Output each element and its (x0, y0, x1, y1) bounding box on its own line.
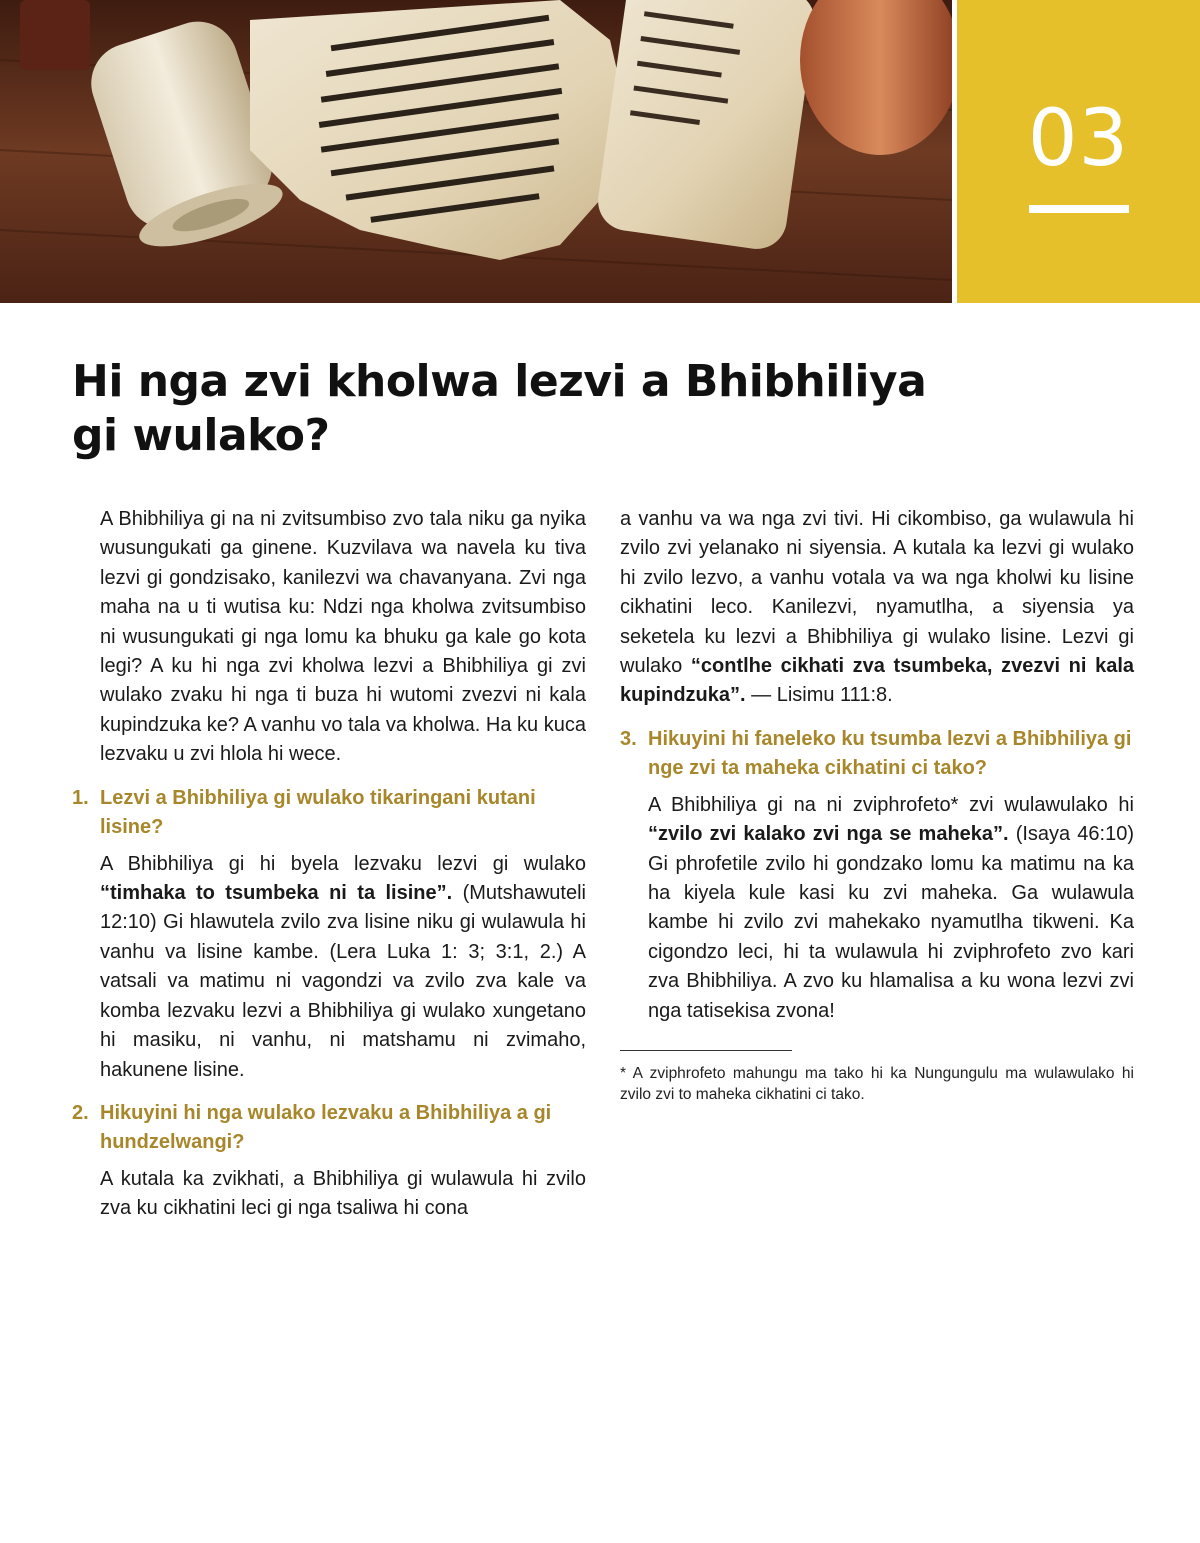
answer-quote: “zvilo zvi kalako zvi nga se maheka”. (648, 823, 1009, 846)
answer-text: A Bhibhiliya gi hi byela lezvaku lezvi gi wulako (100, 852, 586, 875)
page-title: Hi nga zvi kholwa lezvi a Bhibhiliya gi wulako? (72, 356, 927, 461)
answer-3 (620, 791, 1134, 1026)
right-column (620, 505, 1134, 1105)
answer-quote: “contlhe cikhati zva tsumbeka, zvezvi ni kala kupindzuka”. (620, 655, 1135, 707)
answer-text: (Mutshawuteli 12:10) Gi hlawutela zvilo zva lisine niku gi wulawula hi vanhu va lisine kambe. (Lera Luka 1: 3; 3:1, 2.) A vatsali va matimu ni vagondzi va zvilo zva kale va komba lezvaku lezvi a Bhibhiliya gi wulako xungetano hi masiku, ni vanhu, ni matshamu ni zvimaho, hakunene lisine. (100, 882, 586, 1081)
question-text: Hikuyini hi nga wulako lezvaku a Bhibhiliya a gi hundzelwangi? (100, 1101, 552, 1153)
answer-2-continued (620, 505, 1134, 711)
question-2 (72, 1099, 586, 1157)
chapter-number: 03 (1027, 94, 1130, 184)
hero-image (0, 0, 952, 303)
answer-quote: “timhaka to tsumbeka ni ta lisine”. (100, 882, 453, 905)
answer-2-start (72, 1165, 586, 1224)
answer-text: A kutala ka zvikhati, a Bhibhiliya gi wulawula hi zvilo zva ku cikhatini leci gi nga tsaliwa hi cona (100, 1167, 586, 1220)
chapter-badge (957, 0, 1200, 303)
question-number: 3. (620, 727, 637, 750)
answer-1 (72, 850, 586, 1085)
answer-text: A Bhibhiliya gi na ni zviphrofeto* zvi wulawulako hi (648, 793, 1134, 816)
footnote-divider (620, 1050, 792, 1051)
left-column (72, 505, 586, 1224)
answer-text: — Lisimu 111:8. (745, 684, 893, 707)
answer-text: (Isaya 46:10) Gi phrofetile zvilo hi gondzako lomu ka matimu na ka ha kiyela kule kasi ku zvi maheka. Ga wulawula kambe hi zvilo zvi mahekako nyamutlha tikweni. Ka cigondzo leci, hi ta wulawula hi zviphrofeto zvo kari zva Bhibhiliya. A zvo ku hlamalisa a ku wona lezvi zvi nga tatisekisa zvona! (648, 823, 1134, 1022)
question-text: Lezvi a Bhibhiliya gi wulako tikaringani kutani lisine? (100, 786, 536, 838)
question-text: Hikuyini hi faneleko ku tsumba lezvi a Bhibhiliya gi nge zvi ta maheka cikhatini ci tako? (648, 727, 1132, 779)
question-number: 2. (72, 1101, 89, 1124)
answer-text: a vanhu va wa nga zvi tivi. Hi cikombiso, ga wulawula hi zvilo zvi yelanako ni siyensia. A kutala ka lezvi gi wulako hi zvilo lezvo, a vanhu votala va wa nga kholwi ku lisine cikhatini leco. Kanilezvi, nyamutlha, a siyensia ya seketela ku lezvi a Bhibhiliya gi wulako lisine. Lezvi gi wulako (620, 508, 1134, 678)
intro-paragraph: A Bhibhiliya gi na ni zvitsumbiso zvo tala niku ga nyika wusungukati ga ginene. Kuzvilava wa navela ku tiva lezvi gi gondzisako, kanilezvi wa chavanyana. Zvi nga maha na u ti wutisa ku: Ndzi nga kholwa zvitsumbiso ni wusungukati gi nga lomu ka bhuku ga kale go kota legi? A ku hi nga zvi kholwa lezvi a Bhibhiliya gi zvi wulako zvaku hi nga ti buza hi wutomi zvezvi ni kala kupindzuka ke? A vanhu vo tala va kholwa. Ha ku kuca lezvaku u zvi hlola hi wece. (100, 508, 586, 766)
question-3 (620, 725, 1134, 783)
question-1 (72, 784, 586, 842)
footnote: * A zviphrofeto mahungu ma tako hi ka Nungungulu ma wulawulako hi zvilo zvi to maheka cikhatini ci tako. (620, 1065, 1134, 1104)
scrolls-illustration (0, 0, 952, 303)
question-number: 1. (72, 786, 89, 809)
chapter-underline (1029, 205, 1129, 213)
